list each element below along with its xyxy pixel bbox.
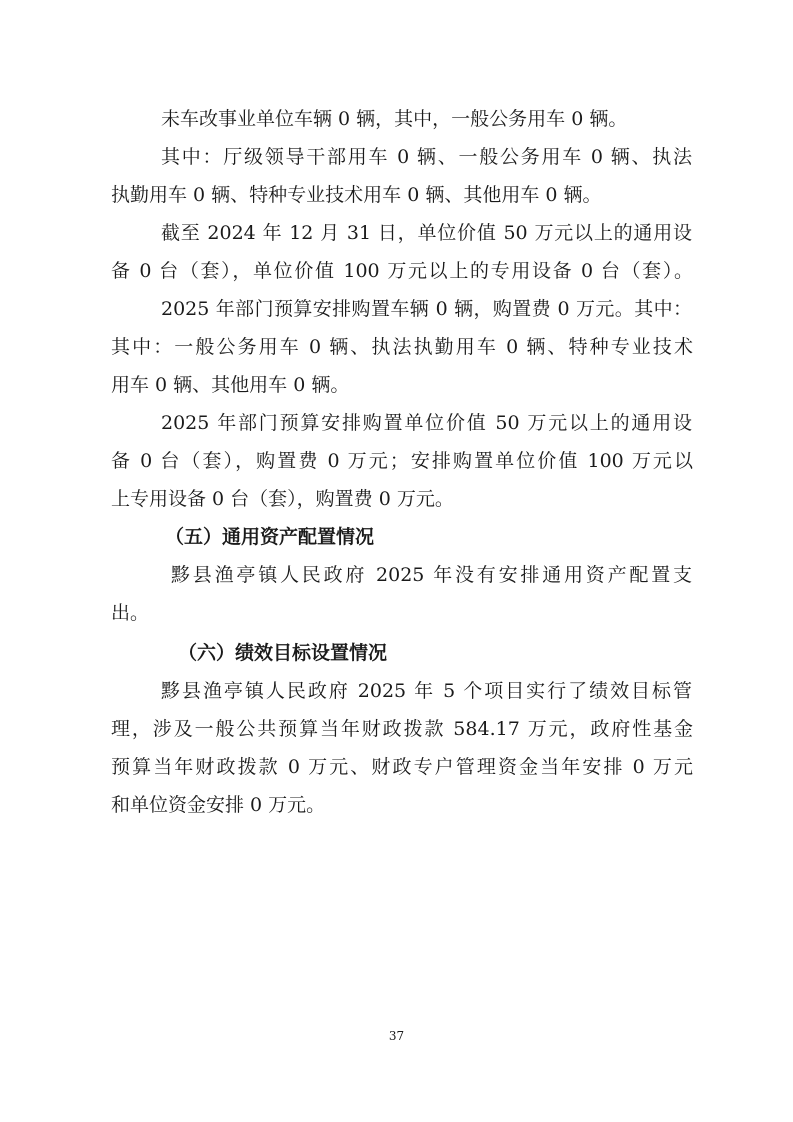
section-5-heading: （五）通用资产配置情况 [165,526,375,548]
paragraph-4-line-2: 其中：一般公务用车 0 辆、执法执勤用车 0 辆、特种专业技术 [111,336,693,358]
section-5-line-1: 黟县渔亭镇人民政府 2025 年没有安排通用资产配置支 [171,564,692,586]
paragraph-4-line-3: 用车 0 辆、其他用车 0 辆。 [111,374,350,396]
paragraph-5-line-2: 备 0 台（套），购置费 0 万元；安排购置单位价值 100 万元以 [111,450,693,472]
paragraph-5-line-1: 2025 年部门预算安排购置单位价值 50 万元以上的通用设 [161,412,692,434]
paragraph-1-line-1: 未车改事业单位车辆 0 辆，其中，一般公务用车 0 辆。 [161,108,628,130]
page-number: 37 [388,1029,405,1043]
section-6-line-3: 预算当年财政拨款 0 万元、财政专户管理资金当年安排 0 万元 [111,756,693,778]
paragraph-2-line-2: 执勤用车 0 辆、特种专业技术用车 0 辆、其他用车 0 辆。 [111,184,602,206]
paragraph-4-line-1: 2025 年部门预算安排购置车辆 0 辆，购置费 0 万元。其中： [161,298,692,320]
section-6-line-4: 和单位资金安排 0 万元。 [111,794,326,816]
paragraph-5-line-3: 上专用设备 0 台（套），购置费 0 万元。 [111,488,454,510]
section-6-line-1: 黟县渔亭镇人民政府 2025 年 5 个项目实行了绩效目标管 [161,680,692,702]
paragraph-2-line-1: 其中：厅级领导干部用车 0 辆、一般公务用车 0 辆、执法 [161,146,692,168]
paragraph-3-line-1: 截至 2024 年 12 月 31 日，单位价值 50 万元以上的通用设 [161,222,692,244]
section-6-heading: （六）绩效目标设置情况 [178,642,388,664]
paragraph-3-line-2: 备 0 台（套），单位价值 100 万元以上的专用设备 0 台（套）。 [111,260,693,282]
section-6-line-2: 理，涉及一般公共预算当年财政拨款 584.17 万元，政府性基金 [111,718,693,740]
section-5-line-2: 出。 [111,602,150,624]
